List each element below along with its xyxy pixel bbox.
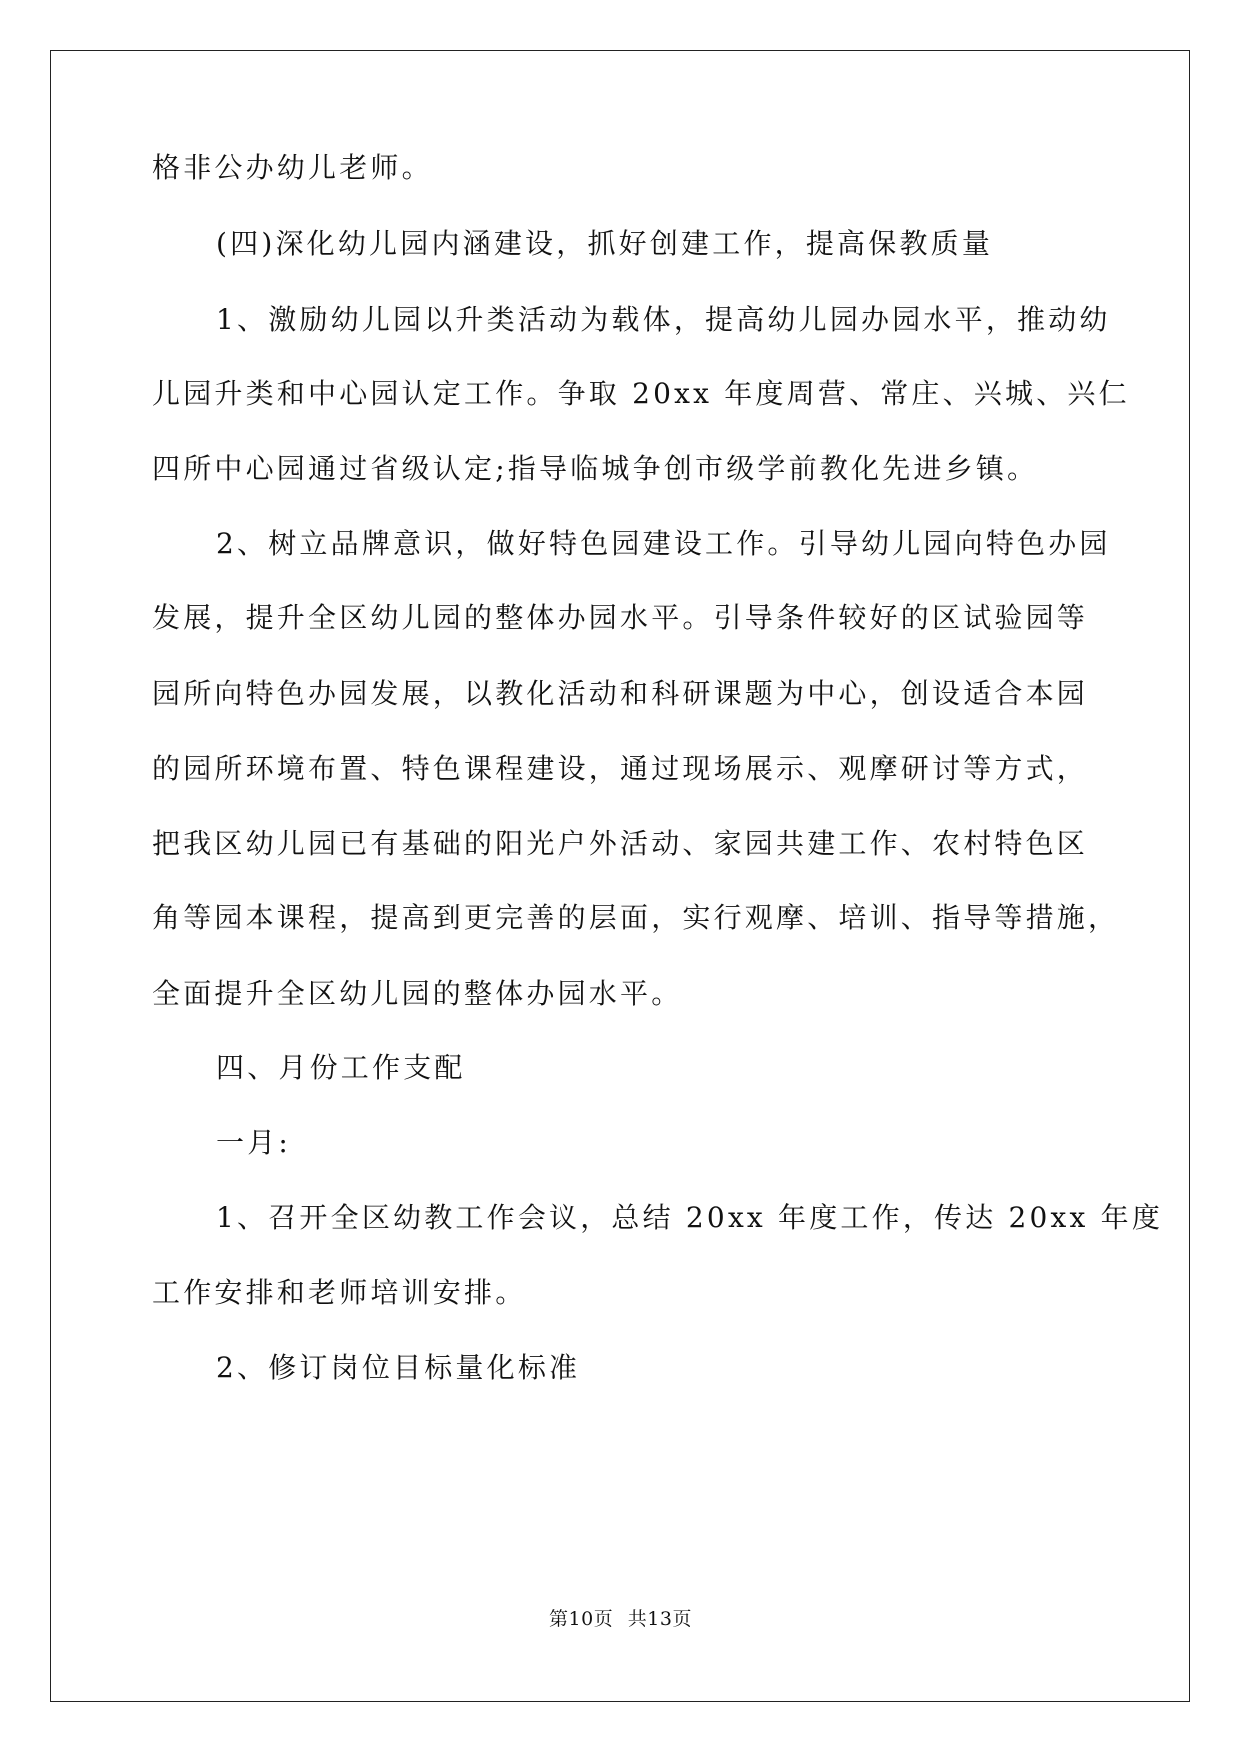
section-heading: (四)深化幼儿园内涵建设，抓好创建工作，提高保教质量 (216, 227, 994, 260)
text-line: 儿园升类和中心园认定工作。争取 20xx 年度周营、常庄、兴城、兴仁 (152, 377, 1130, 410)
text-line: 角等园本课程，提高到更完善的层面，实行观摩、培训、指导等措施， (152, 901, 1120, 934)
text-line: 2、修订岗位目标量化标准 (216, 1351, 581, 1384)
page-border (50, 50, 1190, 1702)
section-heading: 四、月份工作支配 (216, 1051, 466, 1084)
month-heading: 一月: (216, 1126, 292, 1159)
page-number: 第10页 (549, 1608, 614, 1630)
text-line: 园所向特色办园发展，以教化活动和科研课题为中心，创设适合本园 (152, 677, 1089, 710)
text-line: 的园所环境布置、特色课程建设，通过现场展示、观摩研讨等方式， (152, 752, 1089, 785)
text-line: 1、激励幼儿园以升类活动为载体，提高幼儿园办园水平，推动幼 (216, 303, 1111, 336)
text-line: 把我区幼儿园已有基础的阳光户外活动、家园共建工作、农村特色区 (152, 827, 1089, 860)
text-line: 工作安排和老师培训安排。 (152, 1276, 527, 1309)
text-line: 发展，提升全区幼儿园的整体办园水平。引导条件较好的区试验园等 (152, 601, 1089, 634)
text-line: 格非公办幼儿老师。 (152, 151, 433, 184)
page-footer (0, 1607, 1241, 1631)
page-total: 共13页 (627, 1608, 692, 1630)
text-line: 2、树立品牌意识，做好特色园建设工作。引导幼儿园向特色办园 (216, 527, 1111, 560)
text-line: 1、召开全区幼教工作会议，总结 20xx 年度工作，传达 20xx 年度 (216, 1201, 1164, 1234)
text-line: 全面提升全区幼儿园的整体办园水平。 (152, 977, 683, 1010)
text-line: 四所中心园通过省级认定;指导临城争创市级学前教化先进乡镇。 (152, 452, 1039, 485)
